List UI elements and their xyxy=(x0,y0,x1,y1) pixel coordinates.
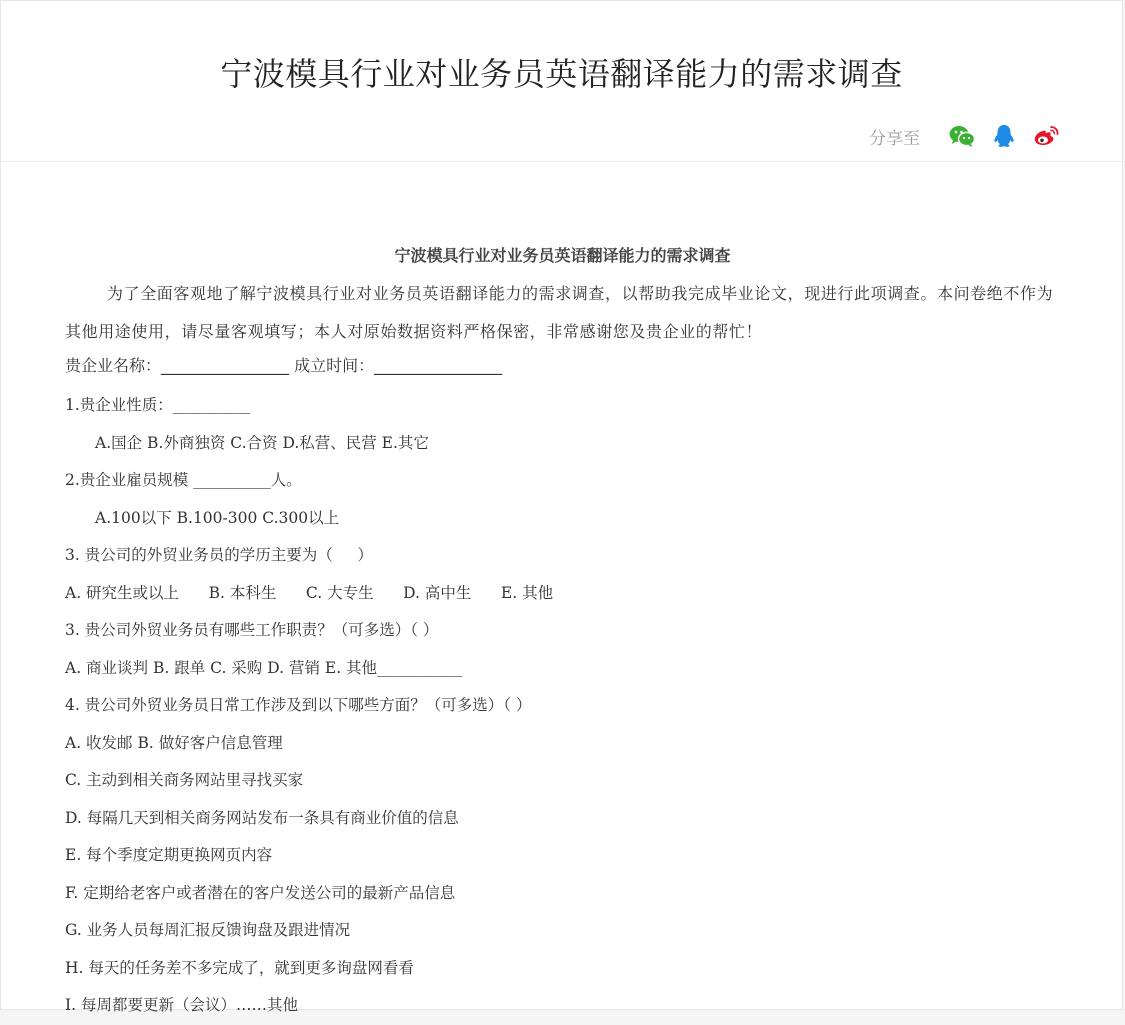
weibo-icon[interactable] xyxy=(1032,123,1060,149)
question-4-option-h: H. 每天的任务差不多完成了，就到更多询盘网看看 xyxy=(65,958,414,977)
qq-icon[interactable] xyxy=(990,123,1018,149)
header xyxy=(1,1,1122,162)
question-3: 3. 贵公司的外贸业务员的学历主要为（ ） xyxy=(65,546,373,564)
question-4-option-f: F. 定期给老客户或者潜在的客户发送公司的最新产品信息 xyxy=(65,883,456,902)
question-4: 4. 贵公司外贸业务员日常工作涉及到以下哪些方面？（可多选）（ ） xyxy=(65,696,532,714)
wechat-icon[interactable] xyxy=(948,123,976,149)
question-4-option-c: C. 主动到相关商务网站里寻找买家 xyxy=(65,771,304,789)
question-4-option-i: I. 每周都要更新（会议）……其他 xyxy=(65,996,298,1014)
question-2-options: A.100以下 B.100-300 C.300以上 xyxy=(95,508,340,527)
question-1: 1.贵企业性质：__________ xyxy=(65,396,251,414)
question-1-options: A.国企 B.外商独资 C.合资 D.私营、民营 E.其它 xyxy=(95,433,429,452)
document-title: 宁波模具行业对业务员英语翻译能力的需求调查 xyxy=(394,246,731,265)
document-intro: 为了全面客观地了解宁波模具行业对业务员英语翻译能力的需求调查，以帮助我完成毕业论文，现进行此项调查。本问卷绝不作为其他用途使用，请尽量客观填写；本人对原始数据资料严格保密，非常感谢您及贵企业的帮忙！ xyxy=(65,284,1054,341)
question-3b: 3. 贵公司外贸业务员有哪些工作职责？（可多选）（ ） xyxy=(65,621,439,639)
question-3-options: A. 研究生或以上 B. 本科生 C. 大专生 D. 高中生 E. 其他 xyxy=(65,583,554,602)
question-2: 2.贵企业雇员规模 __________人。 xyxy=(65,471,302,489)
share-label: 分享至 xyxy=(869,128,920,149)
question-4-option-g: G. 业务人员每周汇报反馈询盘及跟进情况 xyxy=(65,921,351,939)
question-4-option-a-b: A. 收发邮 B. 做好客户信息管理 xyxy=(65,733,283,752)
question-4-option-e: E. 每个季度定期更换网页内容 xyxy=(65,846,273,864)
page-title: 宁波模具行业对业务员英语翻译能力的需求调查 xyxy=(220,55,903,93)
document-body xyxy=(65,241,1060,1025)
share-bar xyxy=(869,123,1060,149)
question-3b-options: A. 商业谈判 B. 跟单 C. 采购 D. 营销 E. 其他___________ xyxy=(65,658,463,677)
company-info-line: 贵企业名称：________________ 成立时间：________________ xyxy=(65,356,503,375)
question-4-option-d: D. 每隔几天到相关商务网站发布一条具有商业价值的信息 xyxy=(65,808,459,827)
